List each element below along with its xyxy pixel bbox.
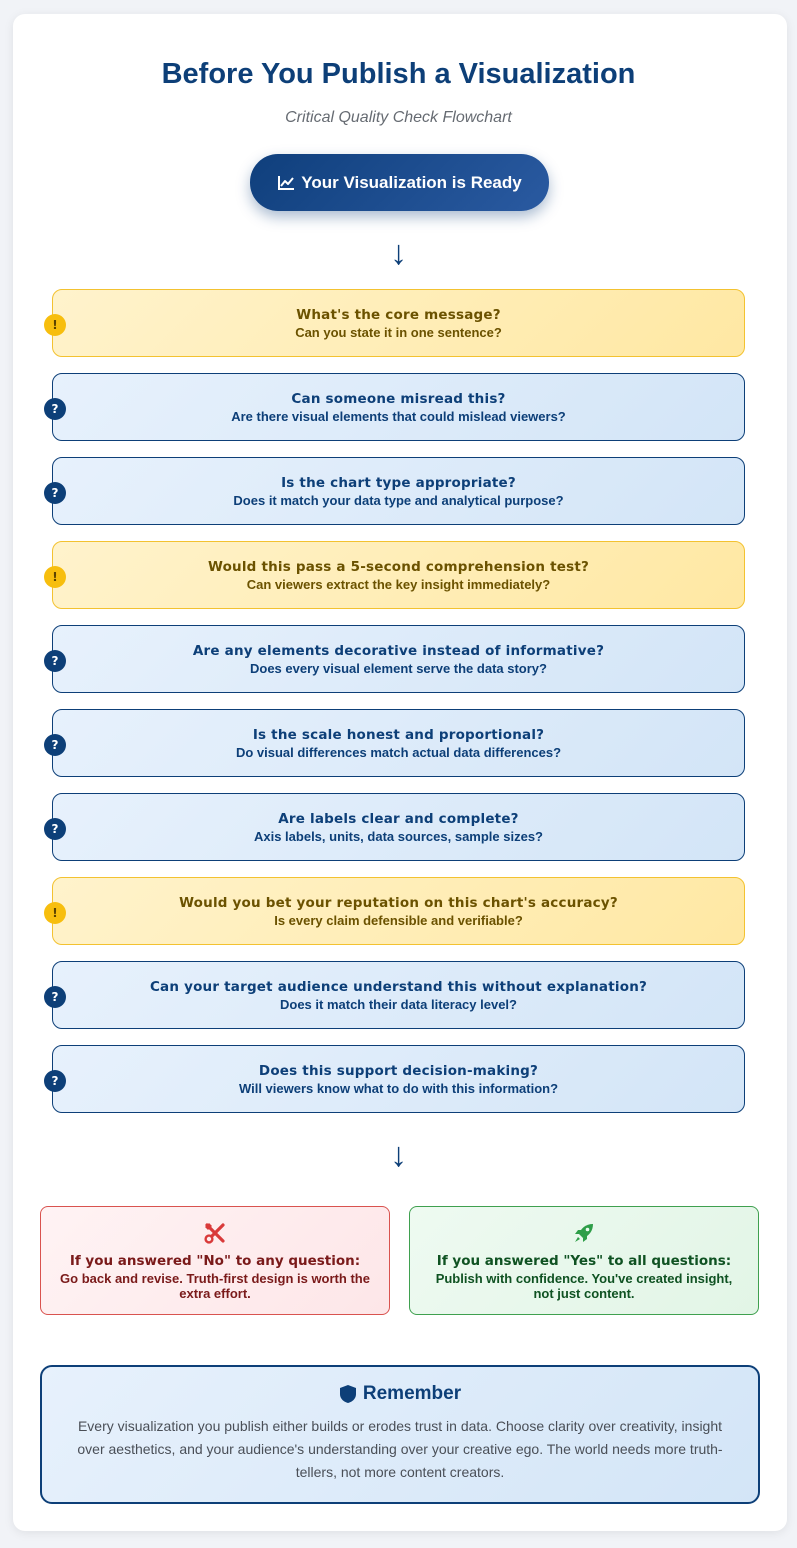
question-title: What's the core message?: [296, 306, 501, 323]
question-subtitle: Do visual differences match actual data differences?: [235, 744, 562, 760]
question-subtitle: Is every claim defensible and verifiable?: [274, 912, 523, 928]
question-card-4: [52, 541, 745, 609]
question-card-5: [52, 625, 745, 693]
question-badge: ?: [44, 1070, 66, 1092]
remember-title: Remember: [362, 1383, 462, 1404]
question-title: Is the scale honest and proportional?: [252, 726, 545, 743]
question-card-2: [52, 373, 745, 441]
question-badge: !: [44, 566, 66, 588]
question-card-3: [52, 457, 745, 525]
question-badge: ?: [44, 734, 66, 756]
question-subtitle: Does it match their data literacy level?: [280, 996, 517, 1012]
question-title: Is the chart type appropriate?: [281, 474, 516, 491]
chart-line-icon: [277, 175, 295, 191]
outcome-yes-box: [409, 1206, 759, 1315]
page-subtitle: Critical Quality Check Flowchart: [285, 109, 512, 126]
shield-icon: [339, 1384, 357, 1404]
question-title: Would this pass a 5-second comprehension test?: [207, 558, 590, 575]
flow-arrow-bottom: ↓: [390, 1136, 407, 1174]
question-title: Can your target audience understand this without explanation?: [149, 978, 648, 995]
question-subtitle: Axis labels, units, data sources, sample sizes?: [253, 828, 543, 844]
tools-icon: [203, 1221, 227, 1245]
question-title: Are any elements decorative instead of informative?: [192, 642, 605, 659]
question-title: Can someone misread this?: [291, 390, 506, 407]
question-badge: ?: [44, 650, 66, 672]
question-badge: ?: [44, 482, 66, 504]
outcome-no-title: If you answered "No" to any question:: [69, 1253, 361, 1269]
question-subtitle: Will viewers know what to do with this information?: [238, 1080, 559, 1096]
question-card-8: [52, 877, 745, 945]
page-title: Before You Publish a Visualization: [161, 58, 636, 90]
outcome-no-desc: Go back and revise. Truth-first design is worth the extra effort.: [60, 1271, 370, 1301]
remember-body: Every visualization you publish either builds or erodes trust in data. Choose clarity over creativity, insight over aesthetics, and your audience's understanding over your creative ego. The world needs more truth-tellers, not more content creators.: [77, 1418, 723, 1480]
question-title: Are labels clear and complete?: [278, 810, 519, 827]
question-badge: ?: [44, 986, 66, 1008]
question-card-10: [52, 1045, 745, 1113]
outcome-yes-title: If you answered "Yes" to all questions:: [436, 1253, 732, 1269]
start-button[interactable]: [250, 154, 549, 211]
rocket-icon: [572, 1221, 596, 1245]
question-card-9: [52, 961, 745, 1029]
question-badge: ?: [44, 818, 66, 840]
question-subtitle: Can you state it in one sentence?: [295, 324, 502, 340]
flow-arrow-top: ↓: [390, 234, 407, 272]
question-badge: !: [44, 314, 66, 336]
outcome-yes-desc: Publish with confidence. You've created insight, not just content.: [435, 1271, 733, 1301]
question-badge: ?: [44, 398, 66, 420]
question-subtitle: Can viewers extract the key insight immediately?: [246, 576, 551, 592]
question-badge: !: [44, 902, 66, 924]
remember-box: [40, 1365, 760, 1504]
question-card-1: [52, 289, 745, 357]
start-button-label: Your Visualization is Ready: [301, 172, 522, 192]
question-subtitle: Does every visual element serve the data story?: [250, 660, 547, 676]
question-card-6: [52, 709, 745, 777]
question-card-7: [52, 793, 745, 861]
outcome-no-box: [40, 1206, 390, 1315]
question-subtitle: Are there visual elements that could mislead viewers?: [231, 408, 566, 424]
question-title: Does this support decision-making?: [258, 1062, 539, 1079]
question-subtitle: Does it match your data type and analytical purpose?: [233, 492, 564, 508]
question-title: Would you bet your reputation on this chart's accuracy?: [179, 894, 618, 911]
